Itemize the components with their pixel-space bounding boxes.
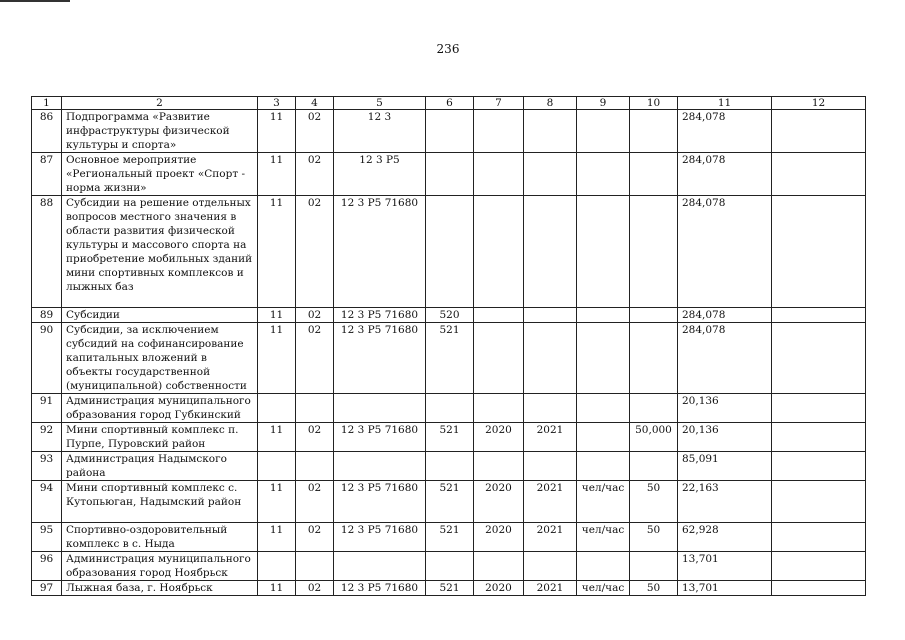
col-amount: 13,701 xyxy=(678,581,772,596)
column-header: 6 xyxy=(426,97,474,110)
col-end-year xyxy=(524,196,577,308)
col-target-code xyxy=(334,452,426,481)
col-expense-type: 521 xyxy=(426,323,474,394)
row-name: Подпрограмма «Развитие инфраструктуры физической культуры и спорта» xyxy=(62,110,258,153)
col-capacity xyxy=(630,308,678,323)
col-expense-type xyxy=(426,110,474,153)
column-header: 5 xyxy=(334,97,426,110)
row-number: 94 xyxy=(32,481,62,523)
row-name: Спортивно-оздоровительный комплекс в с. Ныда xyxy=(62,523,258,552)
table-row xyxy=(32,308,866,323)
row-name: Мини спортивный комплекс с. Кутопьюган, Надымский район xyxy=(62,481,258,523)
col-subsection: 02 xyxy=(296,110,334,153)
col-section: 11 xyxy=(258,196,296,308)
col-expense-type: 521 xyxy=(426,581,474,596)
col-subsection: 02 xyxy=(296,423,334,452)
col-amount: 85,091 xyxy=(678,452,772,481)
col-end-year: 2021 xyxy=(524,423,577,452)
col-end-year xyxy=(524,110,577,153)
col-start-year xyxy=(474,394,524,423)
col-target-code: 12 3 P5 71680 xyxy=(334,196,426,308)
column-header: 9 xyxy=(577,97,630,110)
col-section: 11 xyxy=(258,481,296,523)
col-section: 11 xyxy=(258,153,296,196)
col-amount: 20,136 xyxy=(678,423,772,452)
column-header: 11 xyxy=(678,97,772,110)
col-remark xyxy=(772,110,866,153)
col-start-year: 2020 xyxy=(474,523,524,552)
col-remark xyxy=(772,552,866,581)
row-number: 90 xyxy=(32,323,62,394)
col-end-year xyxy=(524,323,577,394)
col-amount: 22,163 xyxy=(678,481,772,523)
col-capacity: 50,000 xyxy=(630,423,678,452)
col-capacity: 50 xyxy=(630,481,678,523)
col-start-year xyxy=(474,452,524,481)
column-header: 1 xyxy=(32,97,62,110)
col-start-year xyxy=(474,110,524,153)
col-remark xyxy=(772,153,866,196)
col-expense-type xyxy=(426,196,474,308)
row-name: Субсидии на решение отдельных вопросов местного значения в области развития физической культуры и массового спорта на приобретение мобильных зданий мини спортивных комплексов и лыжных баз xyxy=(62,196,258,308)
row-number: 86 xyxy=(32,110,62,153)
col-capacity xyxy=(630,394,678,423)
col-section xyxy=(258,394,296,423)
col-unit xyxy=(577,110,630,153)
col-amount: 284,078 xyxy=(678,308,772,323)
col-target-code: 12 3 P5 xyxy=(334,153,426,196)
row-name: Администрация муниципального образования город Ноябрьск xyxy=(62,552,258,581)
col-subsection: 02 xyxy=(296,308,334,323)
col-amount: 13,701 xyxy=(678,552,772,581)
row-number: 96 xyxy=(32,552,62,581)
col-unit xyxy=(577,308,630,323)
col-start-year: 2020 xyxy=(474,423,524,452)
page-number: 236 xyxy=(436,42,460,56)
col-amount: 284,078 xyxy=(678,323,772,394)
col-section xyxy=(258,452,296,481)
col-section: 11 xyxy=(258,110,296,153)
col-remark xyxy=(772,523,866,552)
col-unit: чел/час xyxy=(577,523,630,552)
col-capacity xyxy=(630,323,678,394)
col-remark xyxy=(772,196,866,308)
col-start-year xyxy=(474,153,524,196)
col-capacity xyxy=(630,110,678,153)
col-subsection: 02 xyxy=(296,481,334,523)
row-number: 91 xyxy=(32,394,62,423)
col-unit: чел/час xyxy=(577,581,630,596)
col-end-year xyxy=(524,452,577,481)
table-row xyxy=(32,581,866,596)
column-header: 7 xyxy=(474,97,524,110)
row-number: 89 xyxy=(32,308,62,323)
col-section: 11 xyxy=(258,323,296,394)
col-subsection xyxy=(296,452,334,481)
col-unit xyxy=(577,452,630,481)
col-amount: 20,136 xyxy=(678,394,772,423)
col-expense-type: 520 xyxy=(426,308,474,323)
col-end-year xyxy=(524,552,577,581)
col-amount: 62,928 xyxy=(678,523,772,552)
col-target-code: 12 3 P5 71680 xyxy=(334,423,426,452)
col-target-code: 12 3 P5 71680 xyxy=(334,523,426,552)
col-subsection xyxy=(296,552,334,581)
row-number: 88 xyxy=(32,196,62,308)
col-capacity: 50 xyxy=(630,523,678,552)
row-name: Субсидии xyxy=(62,308,258,323)
table-row xyxy=(32,196,866,308)
col-expense-type xyxy=(426,153,474,196)
col-amount: 284,078 xyxy=(678,110,772,153)
col-expense-type xyxy=(426,552,474,581)
col-capacity xyxy=(630,552,678,581)
col-unit xyxy=(577,394,630,423)
col-unit xyxy=(577,196,630,308)
col-capacity: 50 xyxy=(630,581,678,596)
budget-table xyxy=(31,96,866,596)
col-remark xyxy=(772,394,866,423)
table-row xyxy=(32,394,866,423)
col-section xyxy=(258,552,296,581)
col-end-year: 2021 xyxy=(524,481,577,523)
col-remark xyxy=(772,323,866,394)
col-remark xyxy=(772,581,866,596)
col-end-year xyxy=(524,394,577,423)
col-target-code xyxy=(334,552,426,581)
col-remark xyxy=(772,452,866,481)
col-target-code: 12 3 P5 71680 xyxy=(334,308,426,323)
col-expense-type: 521 xyxy=(426,481,474,523)
col-expense-type xyxy=(426,394,474,423)
table-row xyxy=(32,323,866,394)
col-unit: чел/час xyxy=(577,481,630,523)
table-row xyxy=(32,452,866,481)
row-name: Субсидии, за исключением субсидий на софинансирование капитальных вложений в объекты государственной (муниципальной) собственности xyxy=(62,323,258,394)
col-start-year xyxy=(474,308,524,323)
col-subsection: 02 xyxy=(296,196,334,308)
col-expense-type: 521 xyxy=(426,523,474,552)
row-number: 95 xyxy=(32,523,62,552)
col-target-code: 12 3 P5 71680 xyxy=(334,581,426,596)
col-subsection xyxy=(296,394,334,423)
col-start-year xyxy=(474,323,524,394)
column-header: 4 xyxy=(296,97,334,110)
row-name: Основное мероприятие «Региональный проект «Спорт - норма жизни» xyxy=(62,153,258,196)
col-target-code: 12 3 xyxy=(334,110,426,153)
table-row xyxy=(32,523,866,552)
col-capacity xyxy=(630,452,678,481)
col-target-code: 12 3 P5 71680 xyxy=(334,323,426,394)
table-row xyxy=(32,552,866,581)
table-row xyxy=(32,481,866,523)
row-number: 97 xyxy=(32,581,62,596)
col-start-year xyxy=(474,196,524,308)
table-row xyxy=(32,110,866,153)
column-header: 10 xyxy=(630,97,678,110)
col-remark xyxy=(772,308,866,323)
col-end-year xyxy=(524,308,577,323)
row-number: 87 xyxy=(32,153,62,196)
col-subsection: 02 xyxy=(296,523,334,552)
table-body xyxy=(32,110,866,596)
col-subsection: 02 xyxy=(296,153,334,196)
col-expense-type xyxy=(426,452,474,481)
col-start-year: 2020 xyxy=(474,581,524,596)
col-remark xyxy=(772,423,866,452)
col-amount: 284,078 xyxy=(678,196,772,308)
col-target-code: 12 3 P5 71680 xyxy=(334,481,426,523)
col-target-code xyxy=(334,394,426,423)
scan-edge-line xyxy=(0,0,70,2)
row-name: Мини спортивный комплекс п. Пурпе, Пуровский район xyxy=(62,423,258,452)
col-unit xyxy=(577,153,630,196)
header-row xyxy=(32,97,866,110)
col-end-year: 2021 xyxy=(524,581,577,596)
col-start-year xyxy=(474,552,524,581)
col-remark xyxy=(772,481,866,523)
col-capacity xyxy=(630,196,678,308)
row-name: Лыжная база, г. Ноябрьск xyxy=(62,581,258,596)
col-end-year xyxy=(524,153,577,196)
col-unit xyxy=(577,552,630,581)
row-number: 92 xyxy=(32,423,62,452)
table-row xyxy=(32,153,866,196)
col-section: 11 xyxy=(258,308,296,323)
col-unit xyxy=(577,323,630,394)
col-section: 11 xyxy=(258,581,296,596)
col-amount: 284,078 xyxy=(678,153,772,196)
col-capacity xyxy=(630,153,678,196)
col-section: 11 xyxy=(258,423,296,452)
col-subsection: 02 xyxy=(296,581,334,596)
table-row xyxy=(32,423,866,452)
column-header: 8 xyxy=(524,97,577,110)
column-header: 12 xyxy=(772,97,866,110)
col-section: 11 xyxy=(258,523,296,552)
col-expense-type: 521 xyxy=(426,423,474,452)
row-name: Администрация муниципального образования город Губкинский xyxy=(62,394,258,423)
col-end-year: 2021 xyxy=(524,523,577,552)
row-name: Администрация Надымского района xyxy=(62,452,258,481)
column-header: 2 xyxy=(62,97,258,110)
col-start-year: 2020 xyxy=(474,481,524,523)
row-number: 93 xyxy=(32,452,62,481)
column-header: 3 xyxy=(258,97,296,110)
col-subsection: 02 xyxy=(296,323,334,394)
col-unit xyxy=(577,423,630,452)
